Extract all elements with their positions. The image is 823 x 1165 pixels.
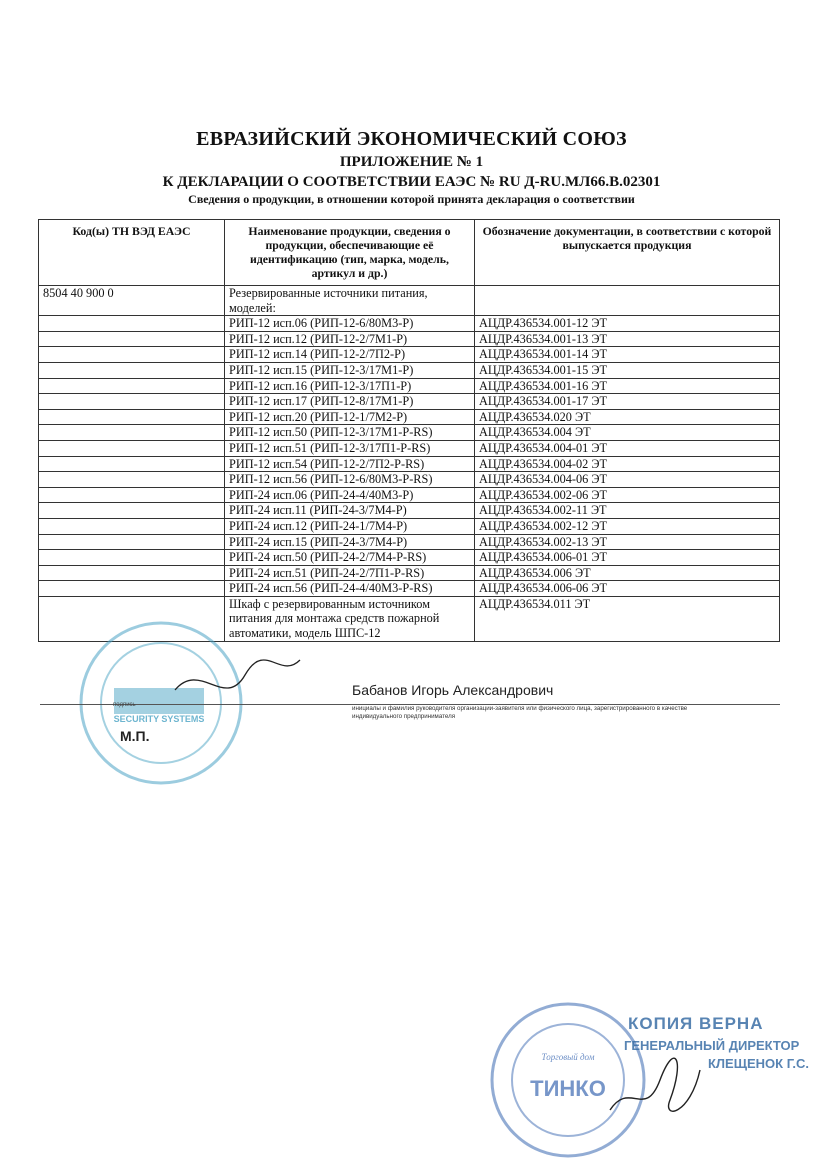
cell-name: РИП-12 исп.17 (РИП-12-8/17М1-Р) bbox=[225, 394, 475, 410]
header-code: Код(ы) ТН ВЭД ЕАЭС bbox=[39, 220, 225, 286]
cell-code bbox=[39, 440, 225, 456]
cell-doc: АЦДР.436534.004 ЭТ bbox=[475, 425, 780, 441]
declaration-title: К ДЕКЛАРАЦИИ О СООТВЕТСТВИИ ЕАЭС № RU Д-RU.МЛ66.В.02301 bbox=[162, 174, 661, 190]
table-row bbox=[39, 347, 780, 363]
document-subtitle: Сведения о продукции, в отношении которой принята декларация о соответствии bbox=[188, 192, 635, 206]
table-row bbox=[39, 518, 780, 534]
table-row bbox=[39, 362, 780, 378]
cell-code bbox=[39, 456, 225, 472]
table-row bbox=[39, 394, 780, 410]
table-row bbox=[39, 503, 780, 519]
cell-name: РИП-24 исп.11 (РИП-24-3/7М4-Р) bbox=[225, 503, 475, 519]
cell-name: РИП-24 исп.56 (РИП-24-4/40М3-Р-RS) bbox=[225, 581, 475, 597]
table-row bbox=[39, 378, 780, 394]
signer-name: Бабанов Игорь Александрович bbox=[352, 682, 554, 698]
cell-doc bbox=[475, 286, 780, 316]
cell-doc: АЦДР.436534.006 ЭТ bbox=[475, 565, 780, 581]
cell-code bbox=[39, 362, 225, 378]
signature-scribble bbox=[170, 650, 310, 720]
cell-doc: АЦДР.436534.006-01 ЭТ bbox=[475, 550, 780, 566]
cell-name: РИП-24 исп.50 (РИП-24-2/7М4-Р-RS) bbox=[225, 550, 475, 566]
cell-doc: АЦДР.436534.002-13 ЭТ bbox=[475, 534, 780, 550]
cell-name: РИП-24 исп.12 (РИП-24-1/7М4-Р) bbox=[225, 518, 475, 534]
director-signature bbox=[600, 1040, 710, 1130]
left-seal-text: SECURITY SYSTEMS bbox=[113, 714, 205, 724]
cell-name: РИП-12 исп.15 (РИП-12-3/17М1-Р) bbox=[225, 362, 475, 378]
cell-code bbox=[39, 316, 225, 332]
cell-code bbox=[39, 518, 225, 534]
header-name: Наименование продукции, сведения о продукции, обеспечивающие её идентификацию (тип, марка, модель, артикул и др.) bbox=[225, 220, 475, 286]
cell-doc: АЦДР.436534.001-13 ЭТ bbox=[475, 331, 780, 347]
cell-name: Резервированные источники питания, моделей: bbox=[225, 286, 475, 316]
cell-name: РИП-12 исп.16 (РИП-12-3/17П1-Р) bbox=[225, 378, 475, 394]
cell-code bbox=[39, 581, 225, 597]
product-table bbox=[38, 219, 780, 642]
copy-stamp-line3: КЛЕЩЕНОК Г.С. bbox=[708, 1056, 810, 1071]
cell-doc: АЦДР.436534.011 ЭТ bbox=[475, 596, 780, 641]
copy-stamp-line1: КОПИЯ ВЕРНА bbox=[628, 1014, 764, 1033]
cell-name: РИП-24 исп.51 (РИП-24-2/7П1-Р-RS) bbox=[225, 565, 475, 581]
cell-doc: АЦДР.436534.004-06 ЭТ bbox=[475, 472, 780, 488]
cell-doc: АЦДР.436534.020 ЭТ bbox=[475, 409, 780, 425]
table-row bbox=[39, 409, 780, 425]
copy-stamp-line2: ГЕНЕРАЛЬНЫЙ ДИРЕКТОР bbox=[624, 1038, 800, 1053]
cell-doc: АЦДР.436534.001-16 ЭТ bbox=[475, 378, 780, 394]
header-doc: Обозначение документации, в соответствии с которой выпускается продукция bbox=[475, 220, 780, 286]
cell-code bbox=[39, 378, 225, 394]
cell-doc: АЦДР.436534.004-02 ЭТ bbox=[475, 456, 780, 472]
cell-code: 8504 40 900 0 bbox=[39, 286, 225, 316]
table-row bbox=[39, 440, 780, 456]
cell-name: РИП-12 исп.56 (РИП-12-6/80М3-Р-RS) bbox=[225, 472, 475, 488]
cell-code bbox=[39, 487, 225, 503]
cell-name: РИП-12 исп.14 (РИП-12-2/7П2-Р) bbox=[225, 347, 475, 363]
cell-doc: АЦДР.436534.001-15 ЭТ bbox=[475, 362, 780, 378]
cell-code bbox=[39, 534, 225, 550]
cell-name: РИП-24 исп.15 (РИП-24-3/7М4-Р) bbox=[225, 534, 475, 550]
cell-code bbox=[39, 472, 225, 488]
right-seal-subtext: Торговый дом bbox=[541, 1052, 595, 1062]
cell-code bbox=[39, 550, 225, 566]
table-row bbox=[39, 472, 780, 488]
cell-doc: АЦДР.436534.002-12 ЭТ bbox=[475, 518, 780, 534]
table-header-row bbox=[39, 220, 780, 286]
table-row bbox=[39, 487, 780, 503]
cell-name: РИП-12 исп.51 (РИП-12-3/17П1-Р-RS) bbox=[225, 440, 475, 456]
cell-doc: АЦДР.436534.006-06 ЭТ bbox=[475, 581, 780, 597]
table-row bbox=[39, 456, 780, 472]
cell-name: РИП-12 исп.20 (РИП-12-1/7М2-Р) bbox=[225, 409, 475, 425]
cell-doc: АЦДР.436534.001-14 ЭТ bbox=[475, 347, 780, 363]
cell-code bbox=[39, 409, 225, 425]
cell-doc: АЦДР.436534.002-11 ЭТ bbox=[475, 503, 780, 519]
table-row bbox=[39, 331, 780, 347]
cell-name: РИП-12 исп.06 (РИП-12-6/80М3-Р) bbox=[225, 316, 475, 332]
cell-code bbox=[39, 347, 225, 363]
cell-code bbox=[39, 565, 225, 581]
cell-name: РИП-12 исп.12 (РИП-12-2/7М1-Р) bbox=[225, 331, 475, 347]
cell-code bbox=[39, 331, 225, 347]
cell-doc: АЦДР.436534.001-12 ЭТ bbox=[475, 316, 780, 332]
cell-name: Шкаф с резервированным источником питания для монтажа средств пожарной автоматики, модель ШПС-12 bbox=[225, 596, 475, 641]
cell-name: РИП-12 исп.54 (РИП-12-2/7П2-Р-RS) bbox=[225, 456, 475, 472]
table-row bbox=[39, 565, 780, 581]
cell-code bbox=[39, 503, 225, 519]
cell-code bbox=[39, 394, 225, 410]
cell-doc: АЦДР.436534.001-17 ЭТ bbox=[475, 394, 780, 410]
table-row bbox=[39, 550, 780, 566]
cell-name: РИП-24 исп.06 (РИП-24-4/40М3-Р) bbox=[225, 487, 475, 503]
table-row bbox=[39, 286, 780, 316]
cell-doc: АЦДР.436534.004-01 ЭТ bbox=[475, 440, 780, 456]
cell-code bbox=[39, 425, 225, 441]
cell-doc: АЦДР.436534.002-06 ЭТ bbox=[475, 487, 780, 503]
union-title: ЕВРАЗИЙСКИЙ ЭКОНОМИЧЕСКИЙ СОЮЗ bbox=[196, 128, 627, 150]
table-row bbox=[39, 316, 780, 332]
table-row bbox=[39, 534, 780, 550]
right-seal-text: ТИНКО bbox=[530, 1076, 606, 1101]
cell-name: РИП-12 исп.50 (РИП-12-3/17М1-Р-RS) bbox=[225, 425, 475, 441]
table-row bbox=[39, 581, 780, 597]
table-body bbox=[39, 286, 780, 642]
signature-description: инициалы и фамилия руководителя организации-заявителя или физического лица, зарегистрированного в качестве индивидуального предпринимателя bbox=[352, 705, 688, 720]
annex-title: ПРИЛОЖЕНИЕ № 1 bbox=[339, 154, 484, 170]
signature-hint: подпись bbox=[113, 702, 136, 708]
table-row bbox=[39, 425, 780, 441]
seal-mark: М.П. bbox=[120, 728, 150, 744]
